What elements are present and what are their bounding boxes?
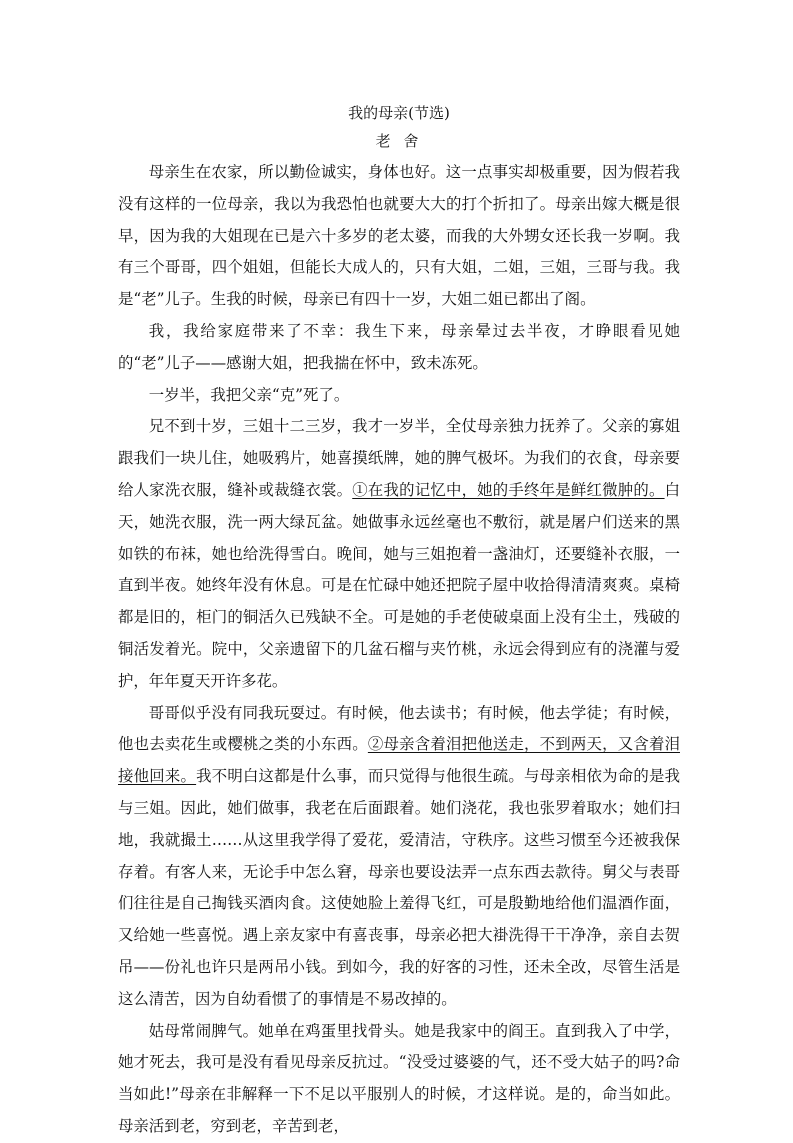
paragraph-4: [118, 411, 680, 697]
paragraph-text: 我不明白这都是什么事，而只觉得与他很生疏。与母亲相依为命的是我与三姐。因此，她们做事，我老在后面跟着。她们浇花，我也张罗着取水；她们扫地，我就撮土……从这里我学得了爱花，爱清洁，守秩序。这些习惯至今还被我保存着。有客人来，无论手中怎么窘，母亲也要设法弄一点东西去款待。舅父与表哥们往往是自己掏钱买酒肉食。这使她脸上羞得飞红，可是殷勤地给他们温酒作面，又给她一些喜悦。遇上亲友家中有喜丧事，母亲必把大褂洗得干干净净，亲自去贺吊——份礼也许只是两吊小钱。到如今，我的好客的习性，还未全改，尽管生活是这么清苦，因为自幼看惯了的事情是不易改掉的。: [118, 767, 680, 1008]
paragraph-text: 一岁半，我把父亲“克”死了。: [148, 385, 350, 404]
paragraph-3: [118, 380, 680, 412]
document-body: [118, 101, 680, 1143]
paragraph-text: 哥哥似乎没有同我玩耍过。有时候，他去读书；有时候，他去学徒；有时候，他也去卖花生或樱桃之类的小东西。: [118, 703, 680, 754]
paragraph-text: 白天，她洗衣服，洗一两大绿瓦盆。她做事永远丝毫也不敷衍，就是屠户们送来的黑如铁的布袜，她也给洗得雪白。晚间，她与三姐抱着一盏油灯，还要缝补衣服，一直到半夜。她终年没有休息。可是在忙碌中她还把院子屋中收拾得清清爽爽。桌椅都是旧的，柜门的铜活久已残缺不全。可是她的手老使破桌面上没有尘土，残破的铜活发着光。院中，父亲遗留下的几盆石榴与夹竹桃，永远会得到应有的浇灌与爱护，年年夏天开许多花。: [118, 480, 680, 690]
paragraph-2: [118, 316, 680, 380]
document-author: 老 舍: [375, 132, 423, 150]
underlined-sentence-2: ②母亲含着泪把他送走，不到两天，又含着泪接他回来。: [118, 735, 680, 786]
paragraph-text: 姑母常闹脾气。她单在鸡蛋里找骨头。她是我家中的阎王。直到我入了中学，她才死去，我可是没有看见母亲反抗过。“没受过婆婆的气，还不受大姑子的吗?命当如此!”母亲在非解释一下不足以平服别人的时候，才这样说。是的，命当如此。母亲活到老，穷到老，辛苦到老，: [118, 1021, 680, 1135]
paragraph-5: [118, 698, 680, 1016]
paragraph-text: 母亲生在农家，所以勤俭诚实，身体也好。这一点事实却极重要，因为假若我没有这样的一位母亲，我以为我恐怕也就要大大的打个折扣了。母亲出嫁大概是很早，因为我的大姐现在已是六十多岁的老太婆，而我的大外甥女还长我一岁啊。我有三个哥哥，四个姐姐，但能长大成人的，只有大姐，二姐，三姐，三哥与我。我是“老”儿子。生我的时候，母亲已有四十一岁，大姐二姐已都出了阁。: [118, 163, 680, 309]
paragraph-text: 兄不到十岁，三姐十二三岁，我才一岁半，全仗母亲独力抚养了。父亲的寡姐跟我们一块儿住，她吸鸦片，她喜摸纸牌，她的脾气极坏。为我们的衣食，母亲要给人家洗衣服，缝补或裁缝衣裳。: [118, 417, 680, 499]
paragraph-6: [118, 1016, 680, 1143]
paragraph-text: 我，我给家庭带来了不幸：我生下来，母亲晕过去半夜，才睁眼看见她的“老”儿子——感谢大姐，把我揣在怀中，致未冻死。: [118, 321, 680, 372]
paragraph-1: [118, 157, 680, 316]
underlined-sentence-1: ①在我的记忆中，她的手终年是鲜红微肿的。: [352, 480, 665, 499]
document-title: 我的母亲(节选): [348, 104, 450, 122]
